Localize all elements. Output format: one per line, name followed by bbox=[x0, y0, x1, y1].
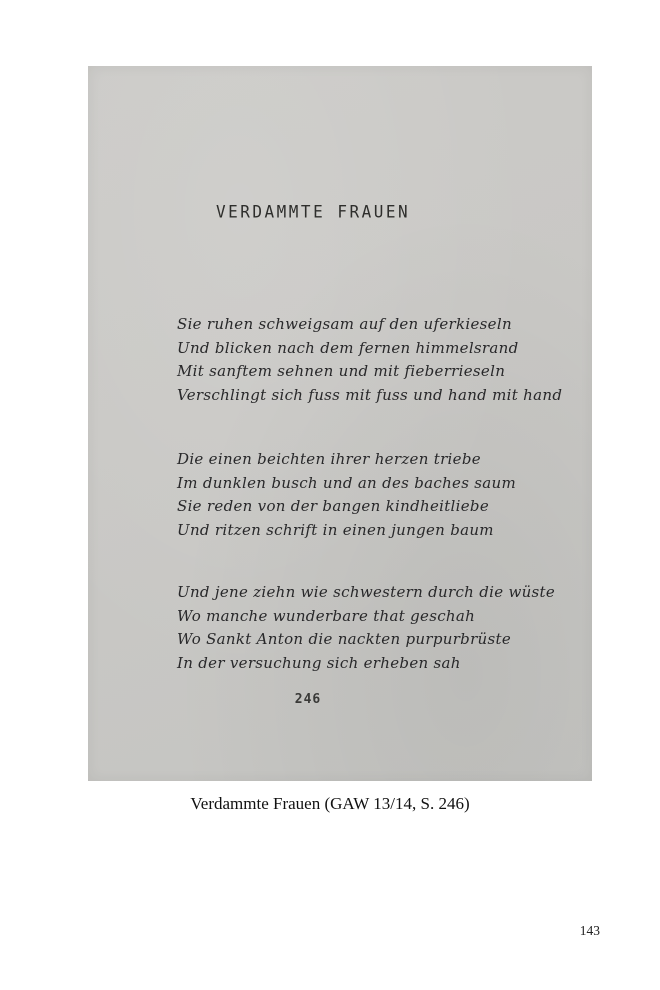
poem-line: Im dunklen busch und an des baches saum bbox=[177, 473, 517, 492]
poem-line: Wo Sankt Anton die nackten purpurbrüste bbox=[177, 630, 512, 648]
poem-line: Sie reden von der bangen kindheitliebe bbox=[177, 497, 490, 515]
poem-title: VERDAMMTE FRAUEN bbox=[216, 201, 411, 222]
facsimile-scan bbox=[88, 66, 592, 781]
poem-line: In der versuchung sich erheben sah bbox=[177, 653, 461, 672]
scan-page-number: 246 bbox=[294, 692, 322, 707]
poem-stanza-2 bbox=[177, 448, 577, 542]
poem-line: Wo manche wunderbare that geschah bbox=[177, 606, 476, 625]
poem-line: Verschlingt sich fuss mit fuss und hand mit hand bbox=[177, 385, 563, 404]
figure-caption: Verdammte Frauen (GAW 13/14, S. 246) bbox=[190, 794, 470, 813]
poem-stanza-1 bbox=[177, 313, 577, 407]
poem-line: Sie ruhen schweigsam auf den uferkieseln bbox=[177, 315, 512, 333]
poem-stanza-3 bbox=[177, 581, 577, 675]
page-number: 143 bbox=[579, 923, 600, 938]
poem-line: Und jene ziehn wie schwestern durch die wüste bbox=[177, 583, 556, 601]
poem-line: Die einen beichten ihrer herzen triebe bbox=[177, 450, 481, 468]
poem-line: Und ritzen schrift in einen jungen baum bbox=[177, 520, 494, 539]
poem-line: Und blicken nach dem fernen himmelsrand bbox=[177, 338, 519, 357]
poem-line: Mit sanftem sehnen und mit fieberrieseln bbox=[177, 362, 506, 380]
